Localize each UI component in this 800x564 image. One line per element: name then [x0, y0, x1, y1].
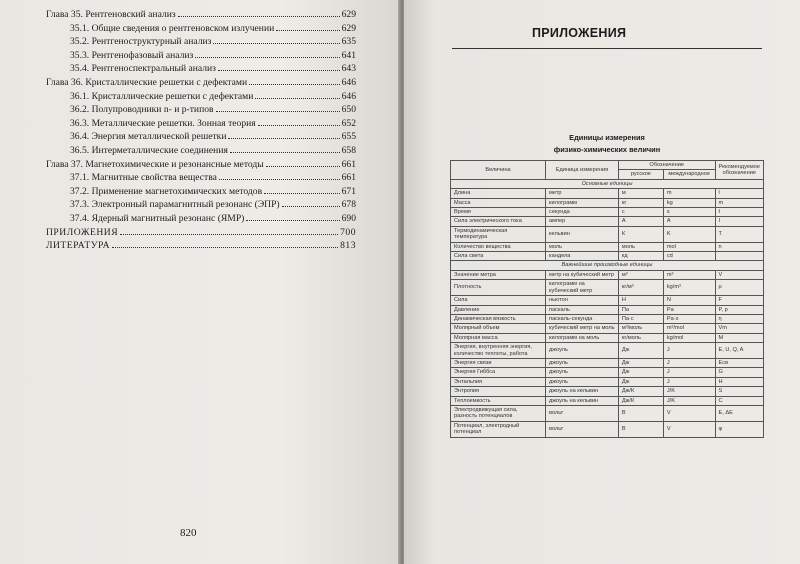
toc-entry-title: Глава 37. Магнетохимические и резонансные методы: [46, 158, 264, 170]
cell-unit: килограмм на кубический метр: [546, 280, 619, 296]
table-row: [451, 270, 764, 279]
toc-entry-page: 655: [341, 131, 356, 143]
header-symbol-intl: международное: [663, 170, 715, 179]
cell-symbol-ru: В: [618, 421, 663, 437]
cell-recommended: P, p: [715, 305, 763, 314]
toc-leader: [282, 206, 340, 207]
toc-entry-title: 37.1. Магнитные свойства вещества: [70, 172, 217, 184]
cell-symbol-intl: J: [663, 368, 715, 377]
toc-entry: [46, 8, 356, 22]
cell-quantity: Теплоемкость: [451, 396, 546, 405]
cell-quantity: Электродвижущая сила, разность потенциалов: [451, 405, 546, 421]
table-header-row: [451, 161, 764, 170]
cell-symbol-intl: K: [663, 226, 715, 242]
cell-symbol-intl: V: [663, 421, 715, 437]
toc-leader: [276, 30, 339, 31]
toc-entry-title: 37.2. Применение магнетохимических методов: [70, 185, 263, 197]
toc-leader: [255, 98, 339, 99]
cell-symbol-intl: J: [663, 358, 715, 367]
cell-quantity: Сила электрического тока: [451, 217, 546, 226]
cell-unit: джоуль: [546, 368, 619, 377]
cell-quantity: Длина: [451, 189, 546, 198]
cell-quantity: Потенциал, электродный потенциал: [451, 421, 546, 437]
toc-entry-page: 629: [341, 22, 356, 34]
toc-entry: [46, 62, 356, 76]
toc-entry-title: 36.1. Кристаллические решетки с дефектами: [70, 90, 254, 102]
cell-unit: моль: [546, 242, 619, 251]
toc-entry: [46, 90, 356, 104]
cell-unit: джоуль: [546, 358, 619, 367]
cell-recommended: H: [715, 377, 763, 386]
toc-entry: [46, 212, 356, 226]
toc-leader: [266, 166, 340, 167]
cell-quantity: Энтальпия: [451, 377, 546, 386]
table-section-label: Важнейшие производные единицы: [451, 261, 764, 270]
toc-leader: [258, 125, 340, 126]
toc-entry-page: 646: [341, 90, 356, 102]
toc-entry: [46, 226, 356, 240]
cell-quantity: Энтропия: [451, 387, 546, 396]
cell-symbol-intl: J/K: [663, 396, 715, 405]
table-row: [451, 296, 764, 305]
table-row: [451, 314, 764, 323]
cell-unit: килограмм на моль: [546, 333, 619, 342]
toc-entry-title: 36.5. Интерметаллические соединения: [70, 144, 228, 156]
cell-symbol-ru: м³: [618, 270, 663, 279]
toc-entry: [46, 103, 356, 117]
toc-entry-page: 661: [341, 158, 356, 170]
cell-symbol-intl: mol: [663, 242, 715, 251]
cell-recommended: [715, 252, 763, 261]
cell-unit: метр: [546, 189, 619, 198]
toc-entry: [46, 198, 356, 212]
units-table: [450, 160, 764, 438]
table-row: [451, 405, 764, 421]
cell-symbol-ru: Дж: [618, 377, 663, 386]
toc-entry: [46, 158, 356, 172]
table-row: [451, 343, 764, 359]
cell-recommended: t: [715, 208, 763, 217]
cell-quantity: Энергия Гиббса: [451, 368, 546, 377]
cell-recommended: I: [715, 217, 763, 226]
cell-quantity: Динамическая вязкость: [451, 314, 546, 323]
toc-leader: [195, 57, 339, 58]
toc-entry: [46, 35, 356, 49]
cell-symbol-ru: Дж: [618, 343, 663, 359]
cell-symbol-ru: с: [618, 208, 663, 217]
cell-quantity: Сила: [451, 296, 546, 305]
table-row: [451, 226, 764, 242]
page-number: 820: [180, 527, 197, 539]
toc-leader: [178, 16, 340, 17]
cell-symbol-intl: Pa: [663, 305, 715, 314]
cell-unit: кельвин: [546, 226, 619, 242]
cell-symbol-intl: m³: [663, 270, 715, 279]
cell-symbol-ru: Дж/К: [618, 387, 663, 396]
section-row-derived: [451, 261, 764, 270]
cell-recommended: G: [715, 368, 763, 377]
toc-entry-title: 36.4. Энергия металлической решетки: [70, 131, 227, 143]
toc-entry-title: Глава 36. Кристаллические решетки с дефектами: [46, 76, 248, 88]
table-row: [451, 198, 764, 207]
cell-recommended: E, U, Q, A: [715, 343, 763, 359]
toc-entry: [46, 130, 356, 144]
cell-recommended: S: [715, 387, 763, 396]
toc-entry: [46, 49, 356, 63]
cell-unit: вольт: [546, 421, 619, 437]
cell-unit: паскаль: [546, 305, 619, 314]
toc-entry-title: 35.3. Рентгенофазовый анализ: [70, 49, 194, 61]
cell-quantity: Масса: [451, 198, 546, 207]
cell-symbol-ru: кг/м³: [618, 280, 663, 296]
toc-entry: [46, 144, 356, 158]
cell-unit: ньютон: [546, 296, 619, 305]
cell-quantity: Энергия, внутренняя энергия, количество теплоты, работа: [451, 343, 546, 359]
cell-symbol-ru: К: [618, 226, 663, 242]
cell-quantity: Термодинамическая температура: [451, 226, 546, 242]
cell-quantity: Количество вещества: [451, 242, 546, 251]
cell-symbol-intl: kg/m³: [663, 280, 715, 296]
toc-entry: [46, 171, 356, 185]
cell-recommended: V: [715, 270, 763, 279]
toc-entry-title: 36.2. Полупроводники n- и p-типов: [70, 104, 214, 116]
cell-unit: джоуль: [546, 343, 619, 359]
cell-recommended: Eсв: [715, 358, 763, 367]
table-row: [451, 252, 764, 261]
cell-symbol-ru: Па: [618, 305, 663, 314]
toc-entry-title: 37.3. Электронный парамагнитный резонанс (ЭПР): [70, 199, 280, 211]
toc-entry-title: 35.4. Рентгеноспектральный анализ: [70, 63, 216, 75]
toc-leader: [213, 43, 339, 44]
cell-symbol-intl: V: [663, 405, 715, 421]
cell-symbol-ru: Н: [618, 296, 663, 305]
cell-symbol-intl: N: [663, 296, 715, 305]
cell-unit: джоуль на кельвин: [546, 387, 619, 396]
cell-recommended: η: [715, 314, 763, 323]
section-title: ПРИЛОЖЕНИЯ: [532, 26, 627, 40]
header-symbol-group: Обозначение: [618, 161, 715, 170]
toc-entry-page: 629: [341, 9, 356, 20]
toc-leader: [246, 220, 339, 221]
table-row: [451, 387, 764, 396]
toc-entry-title: 36.3. Металлические решетки. Зонная теория: [70, 117, 256, 129]
cell-symbol-intl: m: [663, 189, 715, 198]
cell-recommended: C: [715, 396, 763, 405]
cell-recommended: l: [715, 189, 763, 198]
cell-recommended: E, ΔE: [715, 405, 763, 421]
cell-unit: джоуль: [546, 377, 619, 386]
cell-quantity: Давление: [451, 305, 546, 314]
toc-leader: [230, 152, 340, 153]
cell-recommended: φ: [715, 421, 763, 437]
table-row: [451, 396, 764, 405]
toc-entry-page: 671: [341, 185, 356, 197]
cell-symbol-intl: J: [663, 343, 715, 359]
units-table-body: [451, 179, 764, 437]
cell-symbol-intl: J: [663, 377, 715, 386]
toc-entry-page: 700: [340, 226, 356, 238]
cell-unit: паскаль-секунда: [546, 314, 619, 323]
cell-unit: килограмм: [546, 198, 619, 207]
cell-symbol-ru: Па·с: [618, 314, 663, 323]
cell-symbol-intl: cd: [663, 252, 715, 261]
toc-entry-page: 641: [341, 49, 356, 61]
section-row-base: [451, 179, 764, 188]
toc-leader: [218, 70, 340, 71]
table-title-line1: Единицы измерения: [569, 133, 645, 142]
cell-recommended: M: [715, 333, 763, 342]
cell-quantity: Молярная масса: [451, 333, 546, 342]
cell-symbol-intl: Pa·s: [663, 314, 715, 323]
cell-quantity: Молярный объем: [451, 324, 546, 333]
toc-leader: [112, 247, 338, 248]
table-row: [451, 368, 764, 377]
toc-leader: [216, 111, 340, 112]
cell-quantity: Плотность: [451, 280, 546, 296]
cell-quantity: Энергия связи: [451, 358, 546, 367]
toc-entry-page: 658: [341, 144, 356, 156]
cell-recommended: F: [715, 296, 763, 305]
toc-entry: [46, 76, 356, 90]
header-recommended: Рекомендуемое обозначение: [715, 161, 763, 180]
cell-symbol-intl: A: [663, 217, 715, 226]
cell-unit: кандела: [546, 252, 619, 261]
toc-leader: [219, 179, 340, 180]
cell-quantity: Время: [451, 208, 546, 217]
toc-entry: [46, 185, 356, 199]
toc-entry-title: 37.4. Ядерный магнитный резонанс (ЯМР): [70, 212, 245, 224]
toc-entry-page: 650: [341, 104, 356, 116]
cell-unit: джоуль на кельвин: [546, 396, 619, 405]
cell-recommended: ρ: [715, 280, 763, 296]
toc-entry: [46, 239, 356, 253]
toc-entry-page: 652: [341, 117, 356, 129]
cell-recommended: m: [715, 198, 763, 207]
table-row: [451, 242, 764, 251]
cell-symbol-ru: кд: [618, 252, 663, 261]
cell-unit: вольт: [546, 405, 619, 421]
cell-quantity: Значение метра: [451, 270, 546, 279]
cell-recommended: T: [715, 226, 763, 242]
table-row: [451, 208, 764, 217]
toc-entry-title: Глава 35. Рентгеновский анализ: [46, 9, 176, 20]
toc-entry-title: ПРИЛОЖЕНИЯ: [46, 226, 119, 238]
toc-entry-title: ЛИТЕРАТУРА: [46, 240, 111, 252]
cell-recommended: Vm: [715, 324, 763, 333]
header-quantity: Величина: [451, 161, 546, 180]
cell-quantity: Сила света: [451, 252, 546, 261]
cell-symbol-ru: м: [618, 189, 663, 198]
cell-symbol-intl: kg/mol: [663, 333, 715, 342]
toc-leader: [120, 234, 338, 235]
cell-symbol-ru: кг/моль: [618, 333, 663, 342]
toc-entry-page: 813: [340, 240, 356, 252]
cell-recommended: n: [715, 242, 763, 251]
cell-unit: ампер: [546, 217, 619, 226]
table-row: [451, 189, 764, 198]
toc-leader: [264, 193, 339, 194]
toc-entry-page: 646: [341, 76, 356, 88]
cell-unit: метр на кубический метр: [546, 270, 619, 279]
toc-entry: [46, 22, 356, 36]
cell-symbol-ru: м³/моль: [618, 324, 663, 333]
cell-symbol-intl: kg: [663, 198, 715, 207]
table-row: [451, 377, 764, 386]
toc-entry-page: 678: [341, 199, 356, 211]
toc-entry-page: 661: [341, 172, 356, 184]
table-title-line2: физико-химических величин: [553, 145, 661, 154]
toc-entry-page: 635: [341, 36, 356, 48]
title-rule: [452, 48, 762, 49]
toc-entry: [46, 117, 356, 131]
table-row: [451, 333, 764, 342]
cell-symbol-ru: Дж/К: [618, 396, 663, 405]
toc-entry-title: 35.2. Рентгеноструктурный анализ: [70, 36, 212, 48]
table-row: [451, 305, 764, 314]
table-row: [451, 421, 764, 437]
cell-symbol-ru: моль: [618, 242, 663, 251]
header-unit: Единица измерения: [546, 161, 619, 180]
table-of-contents: [46, 8, 356, 253]
cell-symbol-ru: кг: [618, 198, 663, 207]
toc-entry-page: 690: [341, 212, 356, 224]
cell-unit: кубический метр на моль: [546, 324, 619, 333]
toc-entry-page: 643: [341, 63, 356, 75]
toc-entry-title: 35.1. Общие сведения о рентгеновском излучении: [70, 22, 275, 34]
cell-symbol-ru: Дж: [618, 358, 663, 367]
bleed-through-text: [80, 262, 350, 504]
table-row: [451, 324, 764, 333]
cell-symbol-intl: s: [663, 208, 715, 217]
cell-symbol-ru: В: [618, 405, 663, 421]
cell-symbol-ru: Дж: [618, 368, 663, 377]
cell-symbol-intl: J/K: [663, 387, 715, 396]
table-row: [451, 358, 764, 367]
cell-symbol-intl: m³/mol: [663, 324, 715, 333]
toc-leader: [228, 138, 339, 139]
cell-symbol-ru: А: [618, 217, 663, 226]
cell-unit: секунда: [546, 208, 619, 217]
table-row: [451, 280, 764, 296]
toc-leader: [249, 84, 340, 85]
table-row: [451, 217, 764, 226]
table-section-label: Основные единицы: [451, 179, 764, 188]
header-symbol-ru: русское: [618, 170, 663, 179]
